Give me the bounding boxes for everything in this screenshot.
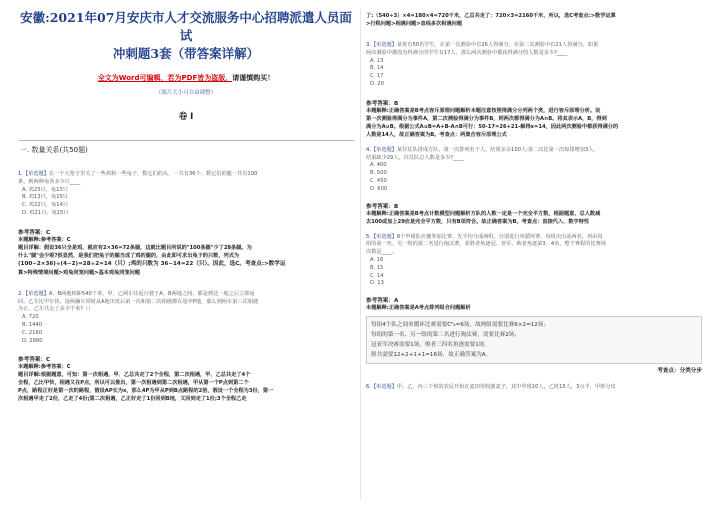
q2-continued-2: >行程问题>相遇问题>直线多次相遇问题 xyxy=(366,21,463,27)
q5-option-b: B. 15 xyxy=(370,264,384,271)
q3-stem-2: 两次测验中都没有得满分的学生有17人，那么两次测验中都获得满分的人数是多少?____ xyxy=(366,49,568,56)
notice-red-text: 全文为Word可编辑，若为PDF皆为盗版， xyxy=(97,74,233,82)
column-divider xyxy=(360,8,361,500)
q2-continued-1: 了:（540÷3）×4=180×4=720千米，乙总共走了：720×3=2160千米，所以，选C考查点:>数学运算 xyxy=(366,13,616,19)
question-3 xyxy=(366,42,702,139)
volume-heading: 卷 I xyxy=(178,112,194,122)
section-rule xyxy=(18,140,354,141)
q4-stem-1: 某仪仗队排成方队，第一次排列若干人，结果多余100人;第二次比第一次每排增加3人， xyxy=(396,146,599,153)
q3-option-c: C. 17 xyxy=(370,73,384,80)
q3-option-b: B. 14 xyxy=(370,65,384,72)
q2-option-d: D. 2880 xyxy=(22,337,43,344)
q5-option-c: C. 14 xyxy=(370,272,384,279)
q4-explanation-1: 本题解释:正确答案是B考点计数模型问题解析方队的人数一定是一个完全平方数，根据题意，总人数减 xyxy=(366,210,601,217)
q1-stem-1: 在一个大笼子里关了一些鸡和一些兔子，数它们的头，一共有36个；数它们的腿一共有100 xyxy=(48,171,258,177)
q2-stem-3: 为止，乙车共走了多少千米?（） xyxy=(18,306,94,313)
document-title xyxy=(18,9,354,63)
q2-option-b: B. 1440 xyxy=(22,321,43,328)
q3-stem-1: 某班有50名学生，在第一次测验中有26人得满分，在第二次测验中有21人得满分，如果 xyxy=(396,42,599,48)
q4-reference-answer: 参考答案：B xyxy=(366,203,399,210)
title-line-1: 安徽:2021年07月安庆市人才交流服务中心招聘派遣人员面试 xyxy=(20,10,352,43)
q3-explanation-3: 满分为A∪B。根据公式A∪B=A+B-A∩B可行：50-17=26+21-解得x=14，因此两次测验中都获得满分的 xyxy=(366,123,619,130)
question-6 xyxy=(366,384,702,392)
q3-explanation-2: 第一次测验得满分为事件A，第二次测验得满分为事件B，则两次都得满分为A∩B。将其表示A，B，得到 xyxy=(366,115,607,122)
q1-reference-answer: 参考答案：C xyxy=(18,229,51,236)
q6-stem-1: 甲、乙、丙三个班的农民开始在麦田里收割麦子，其中甲班20人，乙班15人，3点半，甲班分出 xyxy=(396,384,616,391)
title-line-2: 冲刺题3套（带答案详解） xyxy=(112,46,260,61)
q5-option-d: D. 13 xyxy=(370,280,384,287)
q3-explanation-1: 本题解释:正确答案是B考点容斥原理问题解析本题注意按照得满分分列两个类，进行容斥原理分析。设 xyxy=(366,107,601,114)
q1-option-b: B. 鸡13只，兔15只 xyxy=(22,194,68,201)
q1-option-a: A. 鸡23只，兔13只 xyxy=(22,186,68,193)
q4-stem-2: 结果缺少29人，仪仗队总人数是多少?____ xyxy=(366,154,464,161)
q1-stem-2: 条，则两种兔各多少只____ xyxy=(18,178,81,185)
q3-option-a: A. 13 xyxy=(370,57,384,64)
notice-black-text: 请谨慎购买！ xyxy=(232,74,275,82)
q5-stem-2: 组的第一名，另一组的第二名进行淘汰赛，获胜者角逐冠、亚军，败者角逐第3、4名，整个赛程的比赛场 xyxy=(366,241,607,248)
q2-explanation-2: 全程，乙比甲快，相遇又在P点，所以可以推出，第一次相遇到第二次相遇，甲从第一个P点到第二个 xyxy=(18,380,249,387)
copyright-notice xyxy=(18,73,354,83)
q4-option-a: A. 400 xyxy=(370,162,387,169)
q2-explanation-1: 题目详解:根据题意，可知：第一次相遇，甲、乙总共走了2个全程，第二次相遇，甲、乙总共走了4个 xyxy=(18,372,251,379)
q2-stem-2: 回，乙车比甲车快，设两辆车同时从A地出发后第一次和第二次相遇都在途中P地，那么到两车第三次相遇 xyxy=(18,298,259,305)
q5-box-line-1: 每组4个队之间单循环比赛需要C²₄=6场，故两组需要比赛6×2=12场； xyxy=(371,322,550,329)
q2-tag: 2.【单选题】 xyxy=(18,290,49,297)
q5-box-line-3: 冠亚军决赛需要1场，败者三四名角逐需要1场。 xyxy=(371,342,490,349)
section-heading: 一. 数量关系(共50题) xyxy=(20,146,88,154)
q5-solution-box xyxy=(366,316,702,364)
question-5 xyxy=(366,234,702,375)
q1-explanation-label: 本题解释:参考答案：C xyxy=(18,236,71,243)
q5-option-a: A. 16 xyxy=(370,256,384,263)
q2-explanation-3: P点，路程正好是第一次的路程，假设AP长为x，那么4P为甲从P到B点路程的2倍，假设一个全程为3份，第一 xyxy=(18,388,274,395)
right-column xyxy=(366,0,702,392)
question-2 xyxy=(18,291,354,404)
left-column xyxy=(18,0,354,403)
q1-option-d: D. 鸡21只，兔15只 xyxy=(22,209,69,216)
q2-explanation-label: 本题解释:参考答案：C xyxy=(18,364,71,371)
q5-stem-3: 次数是____。 xyxy=(366,249,398,256)
question-1 xyxy=(18,171,354,277)
question-4 xyxy=(366,147,702,226)
q1-formula: (100−2×36)÷(4−2)=28÷2=14（只）;鸡的只数为 36−14=22（只）。因此，选C。考查点:>数学运 xyxy=(18,260,286,267)
q6-tag: 6.【单选题】 xyxy=(366,384,397,391)
q1-explanation-3: 算>特殊情境问题>鸡兔同笼问题>基本鸡兔同笼问题 xyxy=(18,269,140,276)
q4-option-d: D. 600 xyxy=(370,185,388,192)
q3-tag: 3.【单选题】 xyxy=(366,42,397,48)
q5-stem-1: 8个甲级队应邀参加比赛，先平均分成两组，分别进行单循环赛，每组决出前两名，再由每 xyxy=(396,233,603,240)
notice-subtext: （图片大小可自由调整） xyxy=(155,90,217,96)
q5-reference-answer: 参考答案：A xyxy=(366,298,399,305)
q1-option-c: C. 鸡22只，兔14只 xyxy=(22,202,69,209)
q4-tag: 4.【单选题】 xyxy=(366,146,397,153)
q1-explanation-2: 什么"腿"会少呢?很显然，是我们把兔子的腿当成了鸡的腿的，由此即可求出兔子的只数，列式为 xyxy=(18,252,240,259)
q2-reference-answer: 参考答案：C xyxy=(18,357,51,364)
q5-knowledge-point: 考查点：分类分步 xyxy=(657,368,702,375)
q3-explanation-4: 人数是14人，故正确答案为B。考查点：两集合容斥原理公式 xyxy=(366,131,507,138)
q5-box-line-4: 则共需要12+2+1+1=16场，故正确答案为A。 xyxy=(371,352,492,359)
q5-box-line-2: 每组的第一名、另一组的第二名进行淘汰赛，需要比赛2场； xyxy=(371,332,520,339)
q5-explanation-1: 本题解释:正确答案是A考点排列组合问题解析 xyxy=(366,305,471,312)
q4-option-b: B. 500 xyxy=(370,170,387,177)
q3-reference-answer: 参考答案：B xyxy=(366,100,399,107)
q2-option-a: A. 720 xyxy=(22,314,39,321)
q2-explanation-4: 次相遇甲走了2份，乙走了4份;第二次相遇，乙正好走了1份回到B地，又回到走了1份;3个全程乙走 xyxy=(18,396,247,403)
q2-stem-1: A、B两地相距540千米，甲、乙两车往返行驶于A、B两地之间，都是到达一地之后立即返 xyxy=(48,290,255,297)
q4-explanation-2: 去100或加上29应是完全平方数，只有B项符合。故正确答案为B。考查点：直接代入、数字特性 xyxy=(366,218,590,225)
q2-option-c: C. 2160 xyxy=(22,329,43,336)
q3-option-d: D. 20 xyxy=(370,80,384,87)
q1-explanation-1: 题目详解：假设36只全是鸡，就应有2×36=72条腿，这就比题目所说的"100条腿"少了28条腿。为 xyxy=(18,244,252,251)
q1-tag: 1.【单选题】 xyxy=(18,171,49,177)
q4-option-c: C. 450 xyxy=(370,177,387,184)
q5-tag: 5.【单选题】 xyxy=(366,233,397,240)
